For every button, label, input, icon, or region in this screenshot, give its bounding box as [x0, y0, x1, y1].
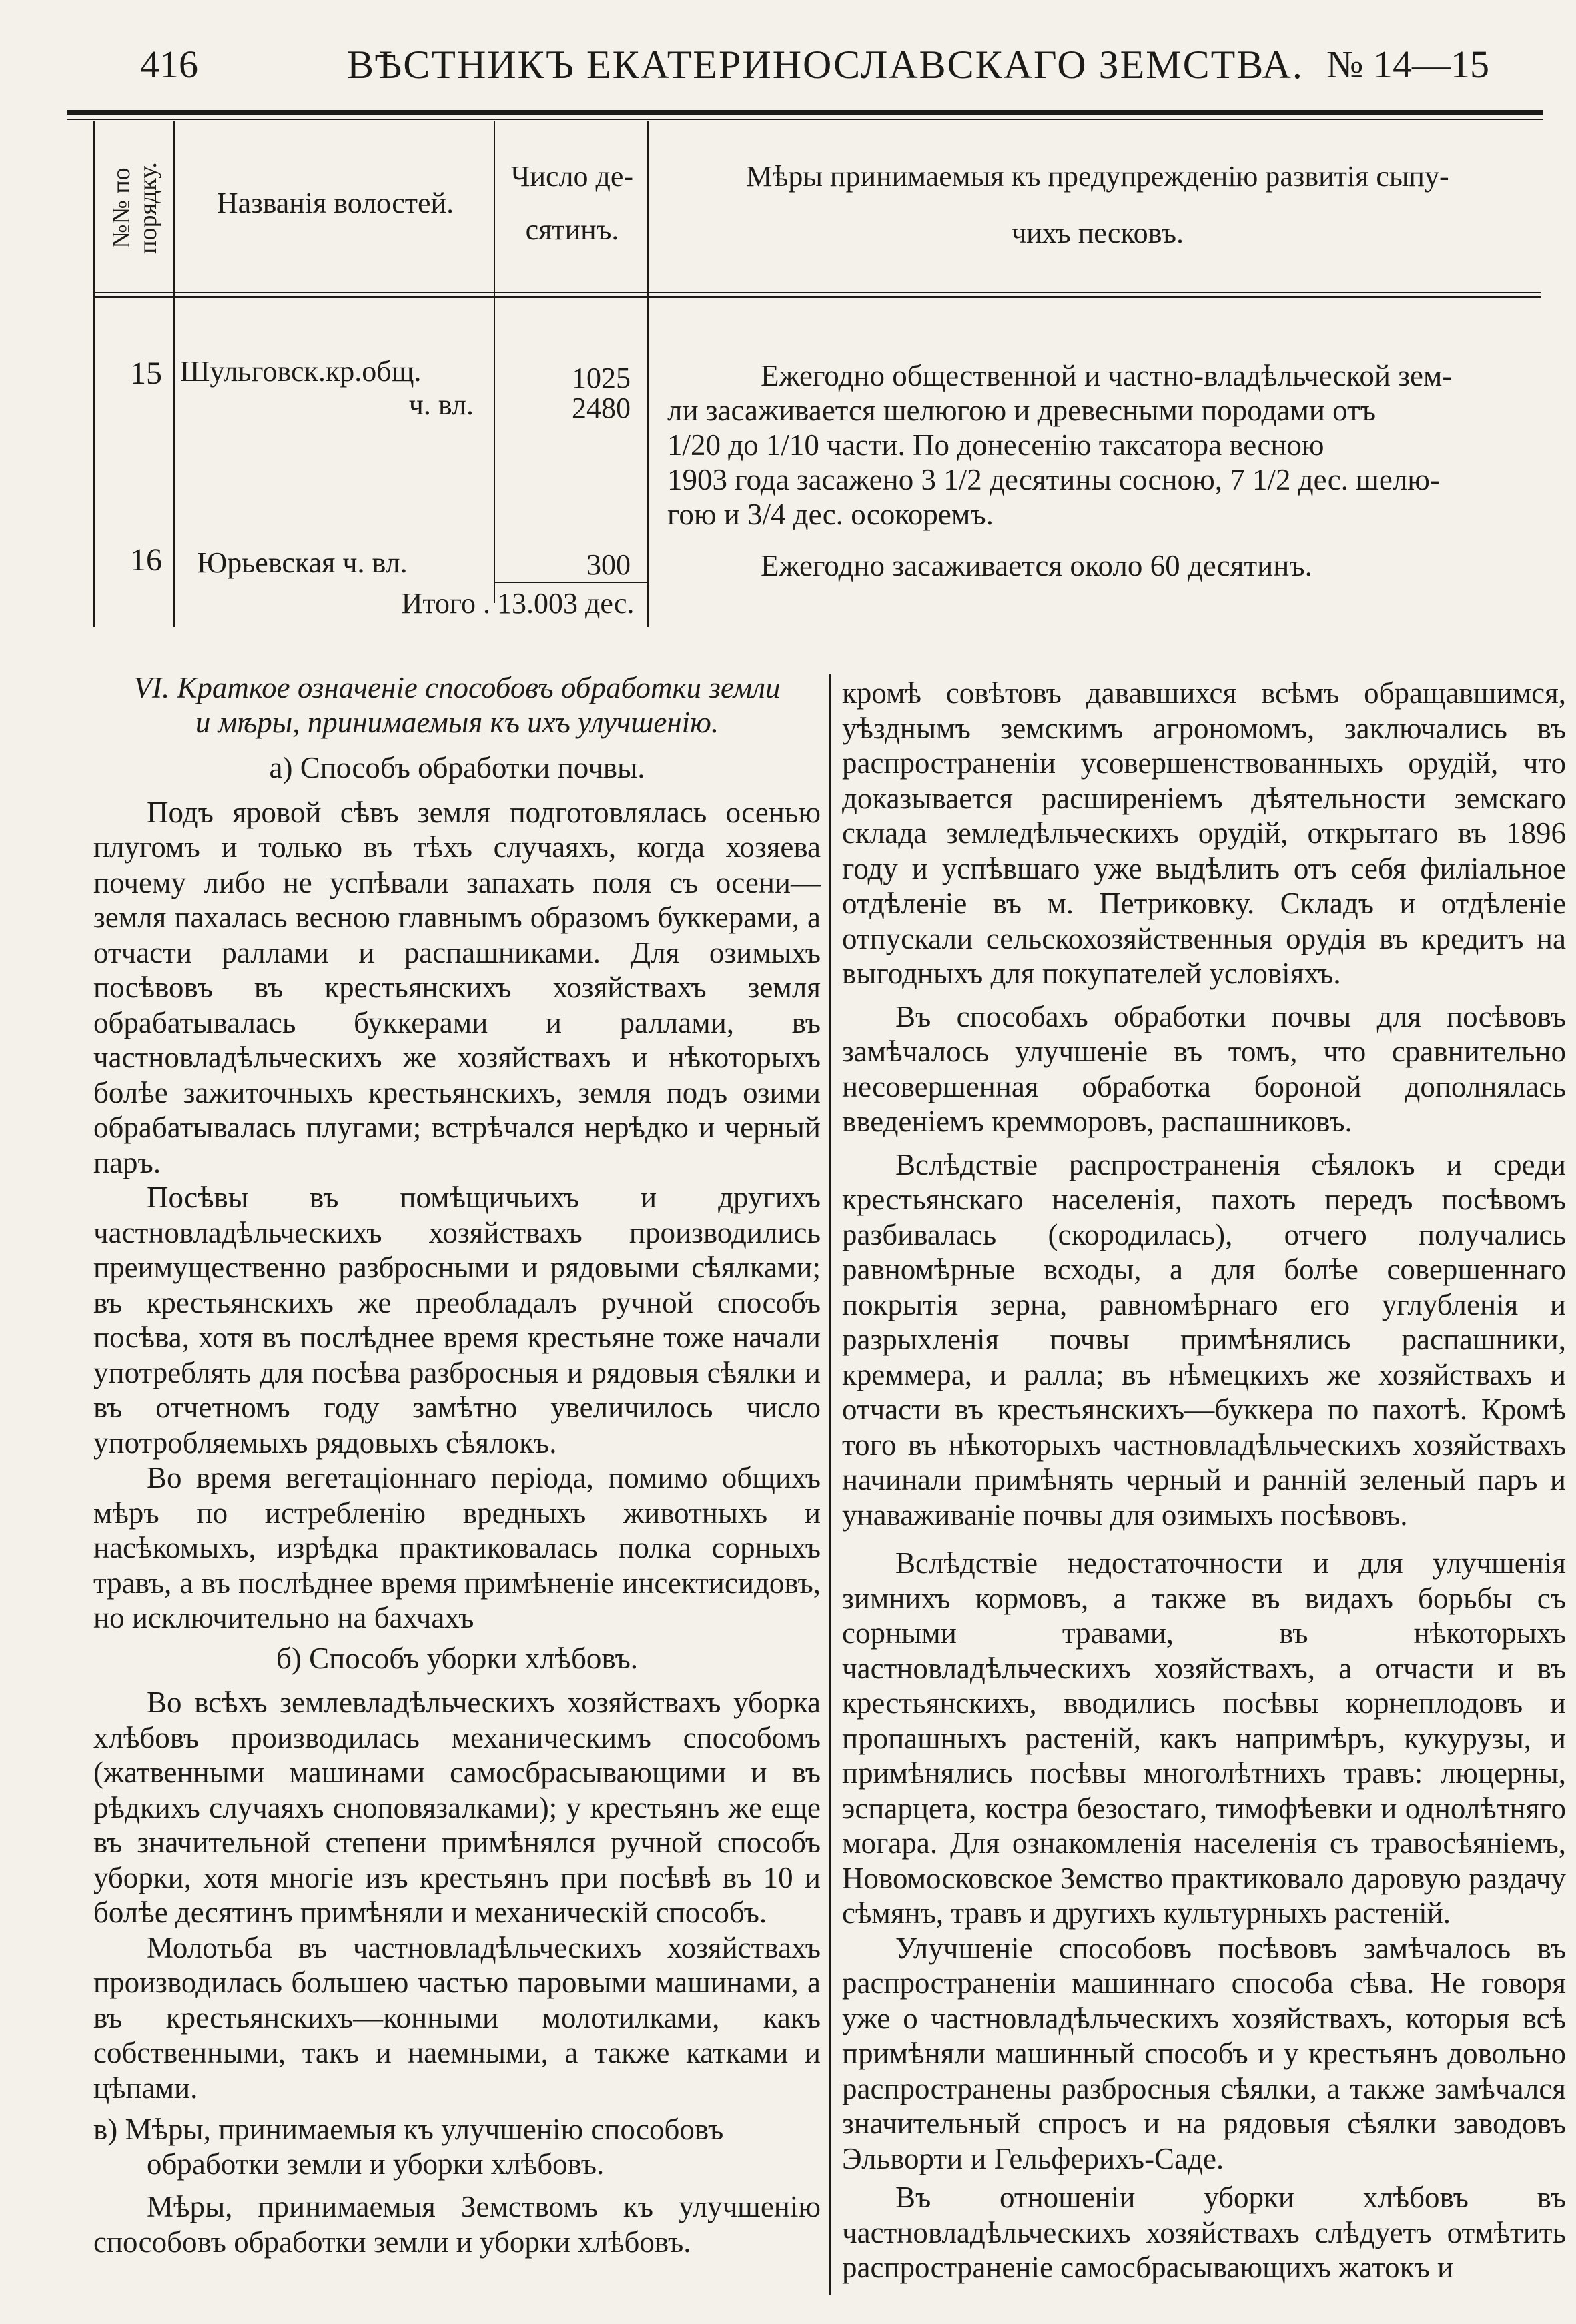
row-15-name-1: Шульговск.кр.общ. — [180, 355, 422, 388]
table-header-rule-2 — [93, 296, 1541, 298]
section-title-line-2: и мѣры, принимаемыя къ ихъ улучшенію. — [195, 706, 719, 739]
row-15-measure-line: 1/20 до 1/10 части. По донесенію таксатора весною — [667, 428, 1324, 462]
row-15-desyatin-2: 2480 — [572, 392, 631, 424]
row-15-number: 15 — [130, 356, 162, 391]
paragraph: кромѣ совѣтовъ дававшихся всѣмъ обращавшимся, уѣзднымъ земскимъ агрономомъ, заключались въ распространеніи усовершенствованныхъ орудій, что доказывается расширеніемъ дѣятельности земскаго склада земледѣльческихъ орудій, открытаго въ 1896 году и успѣвшаго уже выдѣлить отъ себя филіальное отдѣленіе въ м. Петриковку. Складъ и отдѣленіе отпускали сельскохозяйственныя орудія въ кредитъ на выгодныхъ для покупателей условіяхъ. — [842, 676, 1566, 990]
paragraph: Молотьба въ частновладѣльческихъ хозяйствахъ производилась большею частью паровыми машинами, а въ крестьянскихъ—конными молотилками, какъ собственными, такъ и наемными, а также катками и цѣпами. — [93, 1930, 821, 2105]
total-rule — [494, 582, 647, 583]
page-number: 416 — [140, 43, 198, 86]
row-16-measures — [761, 548, 1535, 583]
table-header-rule — [93, 292, 1541, 293]
col-header-measures-2: чихъ песковъ. — [1011, 217, 1184, 249]
subheading-a: а) Способъ обработки почвы. — [269, 751, 645, 784]
row-16-measure-line: Ежегодно засаживается около 60 десятинъ. — [761, 549, 1312, 582]
column-divider — [829, 674, 831, 2295]
table-col-sep-1 — [173, 121, 175, 627]
row-15-measure-line: ли засаживается шелюгою и древесными породами отъ — [667, 394, 1376, 427]
table-col-sep-3 — [647, 121, 649, 627]
col-header-volost: Названія волостей. — [216, 187, 454, 219]
sand-measures-table — [93, 121, 1541, 628]
subheading-v — [93, 2112, 821, 2181]
paragraph: Вслѣдствіе недостаточности и для улучшенія зимнихъ кормовъ, а также въ видахъ борьбы съ сорными травами, въ нѣкоторыхъ частновладѣльческихъ хозяйствахъ, а отчасти и въ крестьянскихъ, вводились посѣвы корнеплодовъ и пропашныхъ растеній, какъ напримѣръ, кукурузы, и примѣнялись посѣвы многолѣтнихъ травъ: люцерны, эспарцета, костра безостаго, тимофѣевки и однолѣтняго могара. Для ознакомленія населенія съ травосѣяніемъ, Новомосковское Земство практиковало даровую раздачу сѣмянъ, травъ и другихъ культурныхъ растеній. — [842, 1546, 1566, 1930]
section-title — [93, 670, 821, 740]
row-15-desyatin-1: 1025 — [572, 362, 631, 394]
row-16-name: Юрьевская ч. вл. — [197, 546, 408, 579]
page-header — [127, 37, 1529, 103]
journal-title: ВѢСТНИКЪ ЕКАТЕРИНОСЛАВСКАГО ЗЕМСТВА. — [347, 43, 1304, 87]
row-15-measure-line: 1903 года засажено 3 1/2 десятины сосною, 7 1/2 дес. шелю- — [667, 463, 1440, 496]
total-label: Итого . — [401, 587, 490, 620]
total-value: 13.003 дес. — [497, 587, 635, 620]
paragraph: Мѣры, принимаемыя Земствомъ къ улучшенію способовъ обработки земли и уборки хлѣбовъ. — [93, 2190, 821, 2259]
table-border-left — [93, 121, 95, 627]
col-header-number: №№ по порядку. — [107, 162, 162, 254]
paragraph: Посѣвы въ помѣщичьихъ и другихъ частновладѣльческихъ хозяйствахъ производились преимущественно разбросными и рядовыми сѣялками; въ крестьянскихъ же преобладалъ ручной способъ посѣва, хотя въ послѣднее время крестьяне тоже начали употреблять для посѣва разбросныя и рядовыя сѣялки и въ отчетномъ году замѣтно увеличилось число употробляемыхъ рядовыхъ сѣялокъ. — [93, 1181, 821, 1460]
issue-number: № 14—15 — [1326, 43, 1489, 86]
subheading-v-line-1: в) Мѣры, принимаемыя къ улучшенію способовъ — [93, 2113, 724, 2146]
paragraph: Въ способахъ обработки почвы для посѣвовъ замѣчалось улучшеніе въ томъ, что сравнительно несовершенная обработка бороной дополнялась введеніемъ кремморовъ, распашниковъ. — [842, 999, 1566, 1138]
row-15-measures — [667, 358, 1531, 532]
right-column — [842, 676, 1566, 2285]
paragraph: Вслѣдствіе распространенія сѣялокъ и среди крестьянскаго населенія, пахоть передъ посѣвомъ разбивалась (скородилась), отчего получались равномѣрные всходы, а для болѣе совершеннаго покрытія зерна, равномѣрнаго его углубленія и разрыхленія почвы примѣнялись распашники, креммера, и ралла; въ нѣмецкихъ же хозяйствахъ и отчасти въ крестьянскихъ—буккера по пахотѣ. Кромѣ того въ нѣкоторыхъ частновладѣльческихъ хозяйствахъ начинали примѣнять черный и ранній зеленый паръ и унаваживаніе почвы для озимыхъ посѣвовъ. — [842, 1147, 1566, 1532]
header-rule-thick — [67, 110, 1543, 115]
row-16-number: 16 — [130, 542, 162, 578]
subheading-b: б) Способъ уборки хлѣбовъ. — [276, 1641, 639, 1675]
col-header-desyatin-1: Число де- — [510, 160, 634, 193]
paragraph: Въ отношеніи уборки хлѣбовъ въ частновладѣльческихъ хозяйствахъ слѣдуетъ отмѣтить распространеніе самосбрасывающихъ жатокъ и — [842, 2181, 1566, 2284]
subheading-v-line-2: обработки земли и уборки хлѣбовъ. — [147, 2147, 605, 2181]
left-column — [93, 670, 821, 2259]
section-title-line-1: VI. Краткое означеніе способовъ обработки земли — [133, 671, 781, 704]
paragraph: Улучшеніе способовъ посѣвовъ замѣчалось въ распространеніи машиннаго способа сѣва. Не говоря уже о частновладѣльческихъ хозяйствахъ, которыя всѣ примѣняли машинный способъ и у крестьянъ довольно распространены разбросныя сѣялки, а также замѣчался значительный спросъ и на рядовыя сѣялки заводовъ Эльворти и Гельферихъ-Саде. — [842, 1931, 1566, 2175]
header-rule-thin — [67, 119, 1543, 120]
paragraph: Подъ яровой сѣвъ земля подготовлялась осенью плугомъ и только въ тѣхъ случаяхъ, когда хозяева почему либо не успѣвали запахать поля съ осени—земля пахалась весною главнымъ образомъ буккерами, а отчасти раллами и распашниками. Для озимыхъ посѣвовъ въ крестьянскихъ хозяйствахъ земля обрабатывалась буккерами и раллами, въ частновладѣльческихъ же хозяйствахъ и нѣкоторыхъ болѣе зажиточныхъ крестьянскихъ, земля подъ озими обрабатывалась плугами; встрѣчался нерѣдко и черный паръ. — [93, 795, 821, 1179]
col-header-measures-1: Мѣры принимаемыя къ предупрежденію развитія сыпу- — [746, 160, 1449, 193]
paragraph: Во всѣхъ землевладѣльческихъ хозяйствахъ уборка хлѣбовъ производилась механическимъ способомъ (жатвенными машинами самосбрасывающими и въ рѣдкихъ случаяхъ сноповязалками); у крестьянъ же еще въ значительной степени примѣнялся ручной способъ уборки, хотя многіе изъ крестьянъ при посѣвѣ въ 10 и болѣе десятинъ примѣняли и механическій способъ. — [93, 1686, 821, 1929]
row-15-name-2: ч. вл. — [408, 388, 474, 421]
table-col-sep-2 — [494, 121, 495, 603]
row-16-desyatin: 300 — [586, 548, 631, 581]
row-15-measure-line: Ежегодно общественной и частно-владѣльческой зем- — [761, 359, 1453, 392]
row-15-measure-line: гою и 3/4 дес. осокоремъ. — [667, 498, 994, 531]
paragraph: Во время вегетаціоннаго періода, помимо общихъ мѣръ по истребленію вредныхъ животныхъ и насѣкомыхъ, изрѣдка практиковалась полка сорныхъ травъ, а въ послѣднее время примѣненіе инсектисидовъ, но исключительно на бахчахъ — [93, 1461, 821, 1634]
col-header-desyatin-2: сятинъ. — [525, 213, 619, 246]
